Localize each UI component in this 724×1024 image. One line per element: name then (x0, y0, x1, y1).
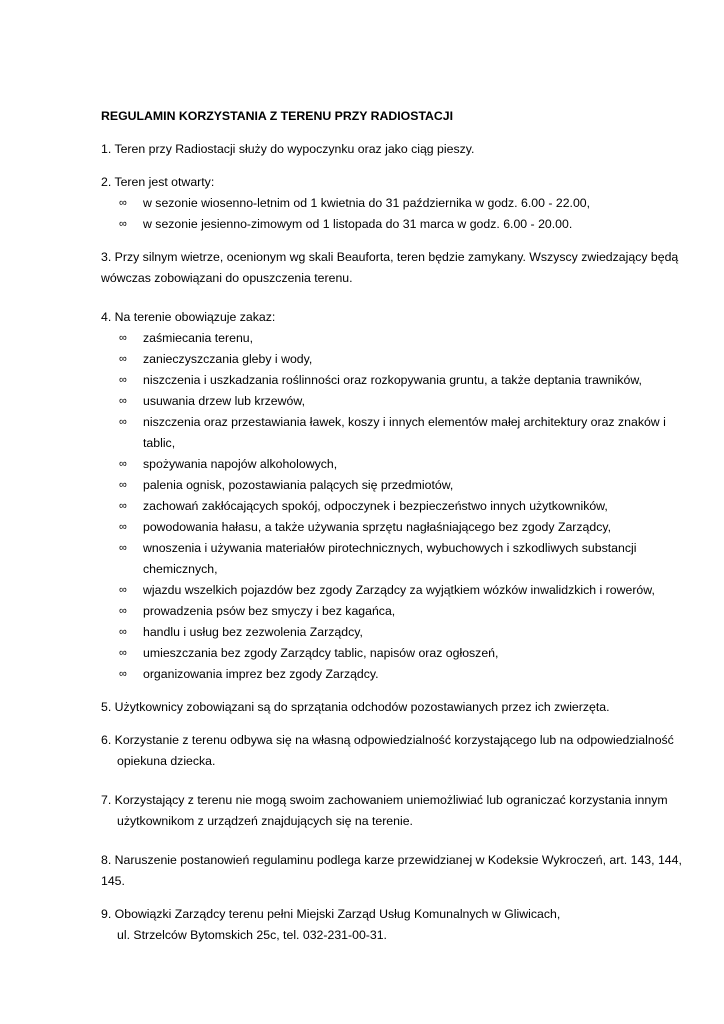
infinity-bullet-icon: ∞ (119, 458, 127, 470)
section-5: 5. Użytkownicy zobowiązani są do sprzątania odchodów pozostawianych przez ich zwierzęta. (101, 700, 610, 714)
section-1: 1. Teren przy Radiostacji służy do wypoczynku oraz jako ciąg pieszy. (101, 142, 475, 156)
infinity-bullet-icon: ∞ (119, 584, 127, 596)
list-item: ∞ w sezonie wiosenno-letnim od 1 kwietnia do 31 października w godz. 6.00 - 22.00, (101, 193, 701, 214)
section-3-line-1: 3. Przy silnym wietrze, ocenionym wg skali Beauforta, teren będzie zamykany. Wszyscy zwiedzający będą (101, 250, 679, 264)
section-7 (101, 790, 701, 832)
list-item: ∞ powodowania hałasu, a także używania sprzętu nagłaśniającego bez zgody Zarządcy, (101, 517, 701, 538)
list-item: ∞ usuwania drzew lub krzewów, (101, 391, 701, 412)
list-item: ∞ zanieczyszczania gleby i wody, (101, 349, 701, 370)
document-title: REGULAMIN KORZYSTANIA Z TERENU PRZY RADIOSTACJI (101, 109, 454, 123)
list-item: ∞ niszczenia oraz przestawiania ławek, koszy i innych elementów małej architektury oraz znaków i tablic, (101, 412, 701, 454)
infinity-bullet-icon: ∞ (119, 521, 127, 533)
infinity-bullet-icon: ∞ (119, 374, 127, 386)
list-item: ∞ handlu i usług bez zezwolenia Zarządcy, (101, 622, 701, 643)
infinity-bullet-icon: ∞ (119, 479, 127, 491)
infinity-bullet-icon: ∞ (119, 353, 127, 365)
infinity-bullet-icon: ∞ (119, 647, 127, 659)
list-item: ∞ zaśmiecania terenu, (101, 328, 701, 349)
list-item: ∞ prowadzenia psów bez smyczy i bez kagańca, (101, 601, 701, 622)
section-8: 8. Naruszenie postanowień regulaminu podlega karze przewidzianej w Kodeksie Wykroczeń, art. 143, 144, 145. (101, 853, 682, 888)
section-9-line-1: 9. Obowiązki Zarządcy terenu pełni Miejski Zarząd Usług Komunalnych w Gliwicach, (101, 907, 561, 921)
section-6-line-2: opiekuna dziecka. (117, 754, 216, 768)
infinity-bullet-icon: ∞ (119, 626, 127, 638)
infinity-bullet-icon: ∞ (119, 500, 127, 512)
list-item: ∞ organizowania imprez bez zgody Zarządcy. (101, 664, 701, 685)
prohibitions-list (101, 328, 701, 685)
list-item: ∞ zachowań zakłócających spokój, odpoczynek i bezpieczeństwo innych użytkowników, (101, 496, 701, 517)
list-item: ∞ palenia ognisk, pozostawiania palących się przedmiotów, (101, 475, 701, 496)
infinity-bullet-icon: ∞ (119, 668, 127, 680)
section-7-line-1: 7. Korzystający z terenu nie mogą swoim zachowaniem uniemożliwiać lub ograniczać korzystania innym (101, 793, 668, 807)
section-3-line-2: wówczas zobowiązani do opuszczenia terenu. (101, 271, 353, 285)
infinity-bullet-icon: ∞ (119, 605, 127, 617)
section-6-line-1: 6. Korzystanie z terenu odbywa się na własną odpowiedzialność korzystającego lub na odpowiedzialność (101, 733, 674, 747)
section-2 (101, 172, 701, 235)
section-9-line-2: ul. Strzelców Bytomskich 25c, tel. 032-231-00-31. (117, 928, 387, 942)
section-7-line-2: użytkownikom z urządzeń znajdujących się na terenie. (117, 814, 413, 828)
infinity-bullet-icon: ∞ (119, 542, 127, 554)
list-item: ∞ niszczenia i uszkadzania roślinności oraz rozkopywania gruntu, a także deptania trawników, (101, 370, 701, 391)
list-item: ∞ wjazdu wszelkich pojazdów bez zgody Zarządcy za wyjątkiem wózków inwalidzkich i rowerów, (101, 580, 701, 601)
section-6 (101, 730, 701, 772)
list-item-continuation: chemicznych, (143, 562, 218, 576)
opening-hours-list (101, 193, 701, 235)
infinity-bullet-icon: ∞ (119, 395, 127, 407)
list-item: ∞ wnoszenia i używania materiałów pirotechnicznych, wybuchowych i szkodliwych substancji chemicznych, (101, 538, 701, 580)
infinity-bullet-icon: ∞ (119, 218, 127, 230)
list-item: ∞ umieszczania bez zgody Zarządcy tablic, napisów oraz ogłoszeń, (101, 643, 701, 664)
section-4-intro: 4. Na terenie obowiązuje zakaz: (101, 310, 276, 324)
infinity-bullet-icon: ∞ (119, 416, 127, 428)
list-item: ∞ spożywania napojów alkoholowych, (101, 454, 701, 475)
section-2-intro: 2. Teren jest otwarty: (101, 175, 215, 189)
section-3 (101, 247, 701, 289)
infinity-bullet-icon: ∞ (119, 197, 127, 209)
list-item: ∞ w sezonie jesienno-zimowym od 1 listopada do 31 marca w godz. 6.00 - 20.00. (101, 214, 701, 235)
section-9 (101, 904, 701, 946)
document-page (101, 106, 701, 958)
infinity-bullet-icon: ∞ (119, 332, 127, 344)
section-4 (101, 307, 701, 685)
